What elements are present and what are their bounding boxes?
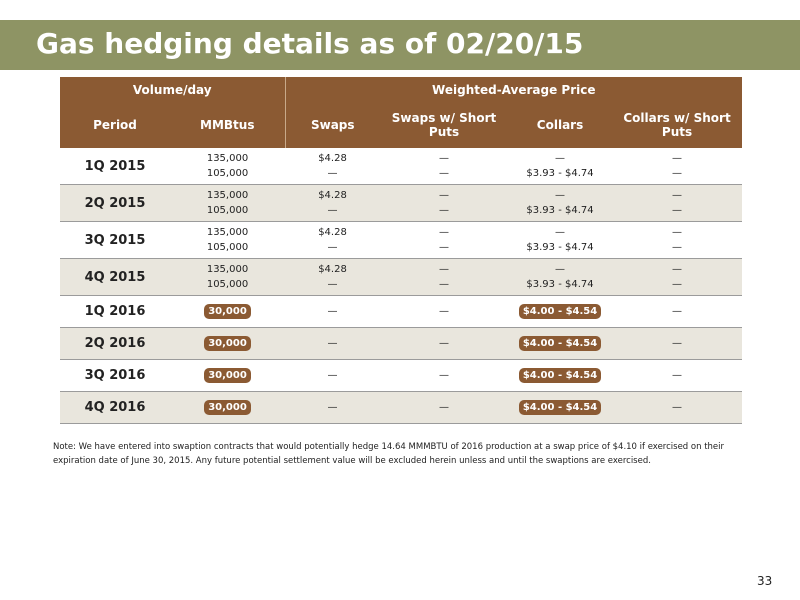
- volume-cell: [170, 259, 285, 296]
- swaps-cell: [285, 185, 380, 222]
- period-cell: 4Q 2016: [60, 392, 170, 424]
- hedging-table: [60, 77, 742, 424]
- collars-highlight: $4.00 - $4.54: [519, 400, 601, 415]
- collars-highlight: $4.00 - $4.54: [519, 304, 601, 319]
- collars-line-2: $3.93 - $4.74: [526, 205, 594, 216]
- swaps-short-puts-cell: [380, 222, 508, 259]
- collars-line-2: $3.93 - $4.74: [526, 242, 594, 253]
- period-cell: 1Q 2016: [60, 296, 170, 328]
- swaps-short-puts-line-1: —: [439, 264, 450, 275]
- column-header-collars: Collars: [508, 102, 612, 148]
- table-row: [60, 392, 742, 424]
- collars-cell: [508, 392, 612, 424]
- table-row: [60, 328, 742, 360]
- volume-cell: [170, 185, 285, 222]
- table-row: [60, 259, 742, 296]
- swaps-line-1: $4.28: [318, 190, 347, 201]
- collars-cell: [508, 328, 612, 360]
- collars-highlight: $4.00 - $4.54: [519, 336, 601, 351]
- volume-group-header: Volume/day: [60, 77, 285, 102]
- collars-short-puts-cell: —: [612, 328, 742, 360]
- collars-line-1: —: [555, 153, 566, 164]
- volume-cell: [170, 360, 285, 392]
- period-cell: 3Q 2015: [60, 222, 170, 259]
- collars-line-2: $3.93 - $4.74: [526, 168, 594, 179]
- swaps-line-1: $4.28: [318, 227, 347, 238]
- swaps-short-puts-cell: [380, 148, 508, 185]
- column-header-swaps: Swaps: [285, 102, 380, 148]
- swaps-cell: —: [285, 360, 380, 392]
- swaps-short-puts-line-2: —: [439, 205, 450, 216]
- swaps-short-puts-line-2: —: [439, 168, 450, 179]
- collars-short-puts-cell: —: [612, 360, 742, 392]
- period-cell: 3Q 2016: [60, 360, 170, 392]
- collars-short-puts-cell: —: [612, 392, 742, 424]
- group-header-row: [60, 77, 742, 102]
- collars-cell: [508, 360, 612, 392]
- swaps-cell: [285, 222, 380, 259]
- swaps-short-puts-line-2: —: [439, 242, 450, 253]
- volume-cell: [170, 296, 285, 328]
- collars-short-puts-cell: —: [612, 296, 742, 328]
- period-cell: 2Q 2016: [60, 328, 170, 360]
- swaps-short-puts-cell: [380, 259, 508, 296]
- collars-short-puts-cell: [612, 259, 742, 296]
- volume-line-1: 135,000: [206, 190, 249, 201]
- volume-line-2: 105,000: [206, 205, 249, 216]
- volume-highlight: 30,000: [204, 400, 251, 415]
- swaps-short-puts-cell: —: [380, 360, 508, 392]
- collars-line-1: —: [555, 190, 566, 201]
- volume-highlight: 30,000: [204, 368, 251, 383]
- collars-short-puts-line-1: —: [672, 264, 683, 275]
- collars-short-puts-line-1: —: [672, 227, 683, 238]
- volume-line-1: 135,000: [206, 227, 249, 238]
- swaps-short-puts-line-2: —: [439, 279, 450, 290]
- column-header-collars-short-puts: Collars w/ Short Puts: [612, 102, 742, 148]
- period-cell: 4Q 2015: [60, 259, 170, 296]
- swaps-short-puts-cell: —: [380, 328, 508, 360]
- collars-short-puts-cell: [612, 185, 742, 222]
- swaps-short-puts-cell: [380, 185, 508, 222]
- volume-cell: [170, 392, 285, 424]
- volume-line-2: 105,000: [206, 279, 249, 290]
- swaps-short-puts-line-1: —: [439, 153, 450, 164]
- swaps-line-1: $4.28: [318, 264, 347, 275]
- collars-short-puts-cell: [612, 222, 742, 259]
- swaps-line-2: —: [327, 168, 338, 179]
- swaps-cell: —: [285, 392, 380, 424]
- volume-highlight: 30,000: [204, 336, 251, 351]
- column-header-period: Period: [60, 102, 170, 148]
- swaps-short-puts-cell: —: [380, 392, 508, 424]
- swaps-line-2: —: [327, 242, 338, 253]
- collars-cell: [508, 296, 612, 328]
- volume-line-1: 135,000: [206, 153, 249, 164]
- table-row: [60, 360, 742, 392]
- volume-highlight: 30,000: [204, 304, 251, 319]
- footnote: Note: We have entered into swaption contracts that would potentially hedge 14.64 MMMBTU of 2016 production at a swap price of $4.10 if exercised on their expiration date of June 30, 2015. Any future potential settlement value will be excluded herein unless and until the swaptions are exercised.: [53, 442, 724, 466]
- volume-cell: [170, 222, 285, 259]
- collars-highlight: $4.00 - $4.54: [519, 368, 601, 383]
- swaps-short-puts-cell: —: [380, 296, 508, 328]
- page-title: Gas hedging details as of 02/20/15: [36, 27, 584, 60]
- collars-short-puts-line-2: —: [672, 168, 683, 179]
- volume-line-1: 135,000: [206, 264, 249, 275]
- volume-line-2: 105,000: [206, 242, 249, 253]
- swaps-short-puts-line-1: —: [439, 190, 450, 201]
- collars-line-1: —: [555, 227, 566, 238]
- swaps-short-puts-line-1: —: [439, 227, 450, 238]
- volume-cell: [170, 148, 285, 185]
- volume-line-2: 105,000: [206, 168, 249, 179]
- collars-cell: [508, 222, 612, 259]
- swaps-cell: [285, 148, 380, 185]
- table-row: [60, 148, 742, 185]
- collars-short-puts-line-2: —: [672, 279, 683, 290]
- price-group-header: Weighted-Average Price: [285, 77, 742, 102]
- period-cell: 1Q 2015: [60, 148, 170, 185]
- collars-cell: [508, 185, 612, 222]
- collars-short-puts-line-2: —: [672, 242, 683, 253]
- swaps-line-2: —: [327, 279, 338, 290]
- collars-short-puts-line-2: —: [672, 205, 683, 216]
- page-number: 33: [757, 574, 773, 588]
- collars-short-puts-line-1: —: [672, 153, 683, 164]
- collars-line-2: $3.93 - $4.74: [526, 279, 594, 290]
- swaps-line-2: —: [327, 205, 338, 216]
- table-row: [60, 296, 742, 328]
- collars-short-puts-cell: [612, 148, 742, 185]
- column-header-swaps-short-puts: Swaps w/ Short Puts: [380, 102, 508, 148]
- collars-cell: [508, 148, 612, 185]
- column-header-row: [60, 102, 742, 148]
- swaps-cell: —: [285, 296, 380, 328]
- collars-cell: [508, 259, 612, 296]
- period-cell: 2Q 2015: [60, 185, 170, 222]
- collars-line-1: —: [555, 264, 566, 275]
- table-row: [60, 222, 742, 259]
- collars-short-puts-line-1: —: [672, 190, 683, 201]
- column-header-mmbtus: MMBtus: [170, 102, 285, 148]
- swaps-cell: [285, 259, 380, 296]
- volume-cell: [170, 328, 285, 360]
- swaps-cell: —: [285, 328, 380, 360]
- table-row: [60, 185, 742, 222]
- swaps-line-1: $4.28: [318, 153, 347, 164]
